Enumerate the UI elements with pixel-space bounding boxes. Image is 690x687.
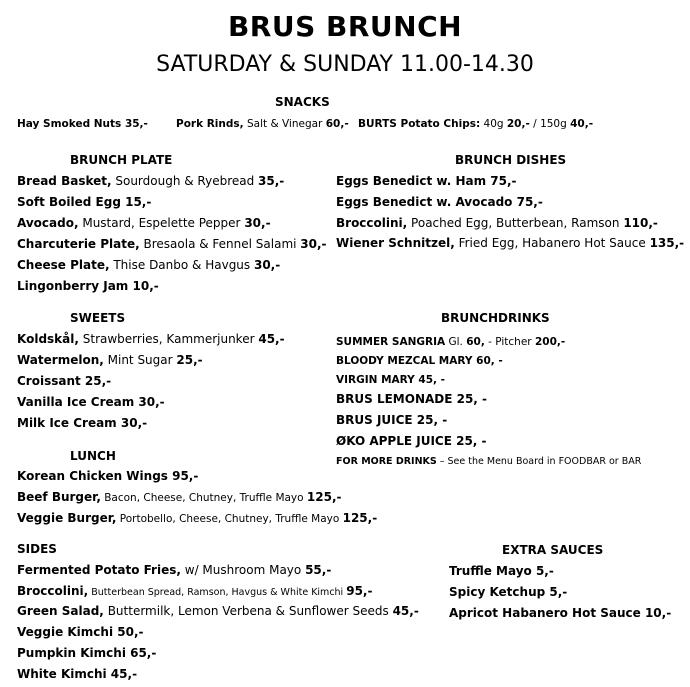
- item-name: Croissant 25,-: [17, 374, 112, 388]
- snack-item-price: 40,-: [570, 118, 594, 130]
- snack-item-price: 20,-: [506, 118, 530, 130]
- list-item: [17, 584, 372, 598]
- item-desc: Bacon, Cheese, Chutney, Truffle Mayo: [100, 492, 307, 504]
- drink-item: [336, 374, 445, 386]
- item-name: Watermelon,: [17, 353, 104, 367]
- list-item: [17, 625, 143, 639]
- list-item: [17, 604, 419, 618]
- item-desc: Portobello, Cheese, Chutney, Truffle Mayo: [116, 513, 343, 525]
- list-item: [17, 216, 271, 230]
- snack-item-desc: 150g: [540, 118, 571, 130]
- item-desc: Gl.: [445, 336, 467, 348]
- item-name: BLOODY MEZCAL MARY 60, -: [336, 355, 503, 367]
- list-item: [336, 174, 517, 188]
- item-price: 110,-: [623, 216, 658, 230]
- list-item: [336, 195, 543, 209]
- item-desc: – See the Menu Board in FOODBAR or BAR: [436, 456, 642, 467]
- item-name: Veggie Burger,: [17, 511, 117, 525]
- list-item: [17, 395, 165, 409]
- item-name: Cheese Plate,: [17, 258, 110, 272]
- item-name: Bread Basket,: [17, 174, 112, 188]
- snack-item: [176, 118, 349, 130]
- item-name: White Kimchi 45,-: [17, 667, 138, 681]
- item-name: Truffle Mayo 5,-: [449, 564, 554, 578]
- list-item: [449, 564, 554, 578]
- list-item: [17, 258, 280, 272]
- list-item: [449, 606, 671, 620]
- snack-item-name: Pork Rinds,: [176, 118, 244, 130]
- drink-item: [336, 392, 487, 406]
- sweets-heading: SWEETS: [70, 311, 126, 325]
- item-name: Korean Chicken Wings 95,-: [17, 469, 199, 483]
- snack-item: [17, 118, 148, 130]
- list-item: [17, 332, 285, 346]
- snacks-heading: SNACKS: [275, 95, 330, 109]
- list-item: [17, 646, 156, 660]
- lunch-heading: LUNCH: [70, 449, 116, 463]
- item-desc: w/ Mushroom Mayo: [180, 563, 306, 577]
- more-drinks-note: [336, 456, 641, 467]
- item-price: 45,-: [392, 604, 419, 618]
- item-desc: Bresaola & Fennel Salami: [139, 237, 301, 251]
- item-name: Koldskål,: [17, 332, 79, 346]
- list-item: [17, 416, 147, 430]
- item-name: Spicy Ketchup 5,-: [449, 585, 568, 599]
- item-desc: Poached Egg, Butterbean, Ramson: [407, 216, 624, 230]
- list-item: [17, 279, 159, 293]
- snack-item: [358, 118, 593, 130]
- snack-item-name: BURTS Potato Chips:: [358, 118, 481, 130]
- item-price: 60,: [466, 336, 485, 348]
- list-item: [17, 563, 331, 577]
- snack-item-desc: 40g: [480, 118, 507, 130]
- list-item: [17, 667, 137, 681]
- item-name: BRUS LEMONADE 25, -: [336, 392, 488, 406]
- item-desc: Strawberries, Kammerjunker: [78, 332, 259, 346]
- drink-item: [336, 413, 447, 427]
- item-name: Veggie Kimchi 50,-: [17, 625, 144, 639]
- item-name: Broccolini,: [336, 216, 408, 230]
- item-price: 25,-: [176, 353, 203, 367]
- drink-item: [336, 434, 487, 448]
- brunch-dishes-heading: BRUNCH DISHES: [455, 153, 567, 167]
- snack-item-price: 60,-: [325, 118, 349, 130]
- item-name: Eggs Benedict w. Avocado 75,-: [336, 195, 543, 209]
- item-name: Wiener Schnitzel,: [336, 236, 455, 250]
- list-item: [449, 585, 567, 599]
- snack-item-name: Hay Smoked Nuts 35,-: [17, 118, 148, 130]
- item-name: SUMMER SANGRIA: [336, 336, 446, 348]
- menu-subtitle: SATURDAY & SUNDAY 11.00-14.30: [156, 52, 534, 77]
- list-item: [17, 511, 377, 525]
- drink-item: [336, 336, 565, 348]
- list-item: [17, 353, 203, 367]
- item-price: 30,-: [244, 216, 271, 230]
- item-desc: Buttermilk, Lemon Verbena & Sunflower Seeds: [103, 604, 393, 618]
- list-item: [17, 374, 111, 388]
- list-item: [17, 469, 198, 483]
- item-price: 200,-: [534, 336, 566, 348]
- item-price: 55,-: [305, 563, 332, 577]
- item-desc: - Pitcher: [484, 336, 535, 348]
- item-desc: Mustard, Espelette Pepper: [78, 216, 245, 230]
- item-name: Eggs Benedict w. Ham 75,-: [336, 174, 517, 188]
- item-desc: Sourdough & Ryebread: [111, 174, 259, 188]
- item-desc: Mint Sugar: [103, 353, 177, 367]
- list-item: [17, 237, 327, 251]
- item-name: ØKO APPLE JUICE 25, -: [336, 434, 487, 448]
- list-item: [17, 174, 284, 188]
- item-name: Fermented Potato Fries,: [17, 563, 181, 577]
- item-name: FOR MORE DRINKS: [336, 456, 437, 467]
- item-price: 30,-: [300, 237, 327, 251]
- item-price: 135,-: [649, 236, 685, 250]
- item-name: Vanilla Ice Cream 30,-: [17, 395, 165, 409]
- list-item: [336, 216, 658, 230]
- item-desc: Thise Danbo & Havgus: [109, 258, 254, 272]
- snack-item-desc: Salt & Vinegar: [243, 118, 326, 130]
- item-name: Avocado,: [17, 216, 79, 230]
- item-price: 95,-: [346, 584, 373, 598]
- item-price: 125,-: [306, 490, 342, 504]
- extra-sauces-heading: EXTRA SAUCES: [502, 543, 604, 557]
- item-name: Apricot Habanero Hot Sauce 10,-: [449, 606, 672, 620]
- item-name: Milk Ice Cream 30,-: [17, 416, 148, 430]
- item-name: Soft Boiled Egg 15,-: [17, 195, 152, 209]
- item-name: Pumpkin Kimchi 65,-: [17, 646, 157, 660]
- list-item: [336, 236, 684, 250]
- item-name: Beef Burger,: [17, 490, 101, 504]
- item-name: Charcuterie Plate,: [17, 237, 140, 251]
- item-price: 45,-: [258, 332, 285, 346]
- list-item: [17, 490, 342, 504]
- sides-heading: SIDES: [17, 542, 57, 556]
- item-desc: Fried Egg, Habanero Hot Sauce: [454, 236, 650, 250]
- item-name: Lingonberry Jam 10,-: [17, 279, 159, 293]
- item-name: BRUS JUICE 25, -: [336, 413, 448, 427]
- item-name: Green Salad,: [17, 604, 104, 618]
- brunchdrinks-heading: BRUNCHDRINKS: [441, 311, 550, 325]
- brunch-plate-heading: BRUNCH PLATE: [70, 153, 173, 167]
- item-name: Broccolini,: [17, 584, 89, 598]
- snack-item-sep: /: [529, 118, 541, 130]
- item-price: 35,-: [258, 174, 285, 188]
- item-name: VIRGIN MARY 45, -: [336, 374, 446, 386]
- item-price: 30,-: [253, 258, 281, 272]
- list-item: [17, 195, 151, 209]
- item-desc: Butterbean Spread, Ramson, Havgus & White Kimchi: [88, 587, 347, 598]
- menu-title: BRUS BRUNCH: [227, 10, 463, 43]
- drink-item: [336, 355, 503, 367]
- item-price: 125,-: [342, 511, 378, 525]
